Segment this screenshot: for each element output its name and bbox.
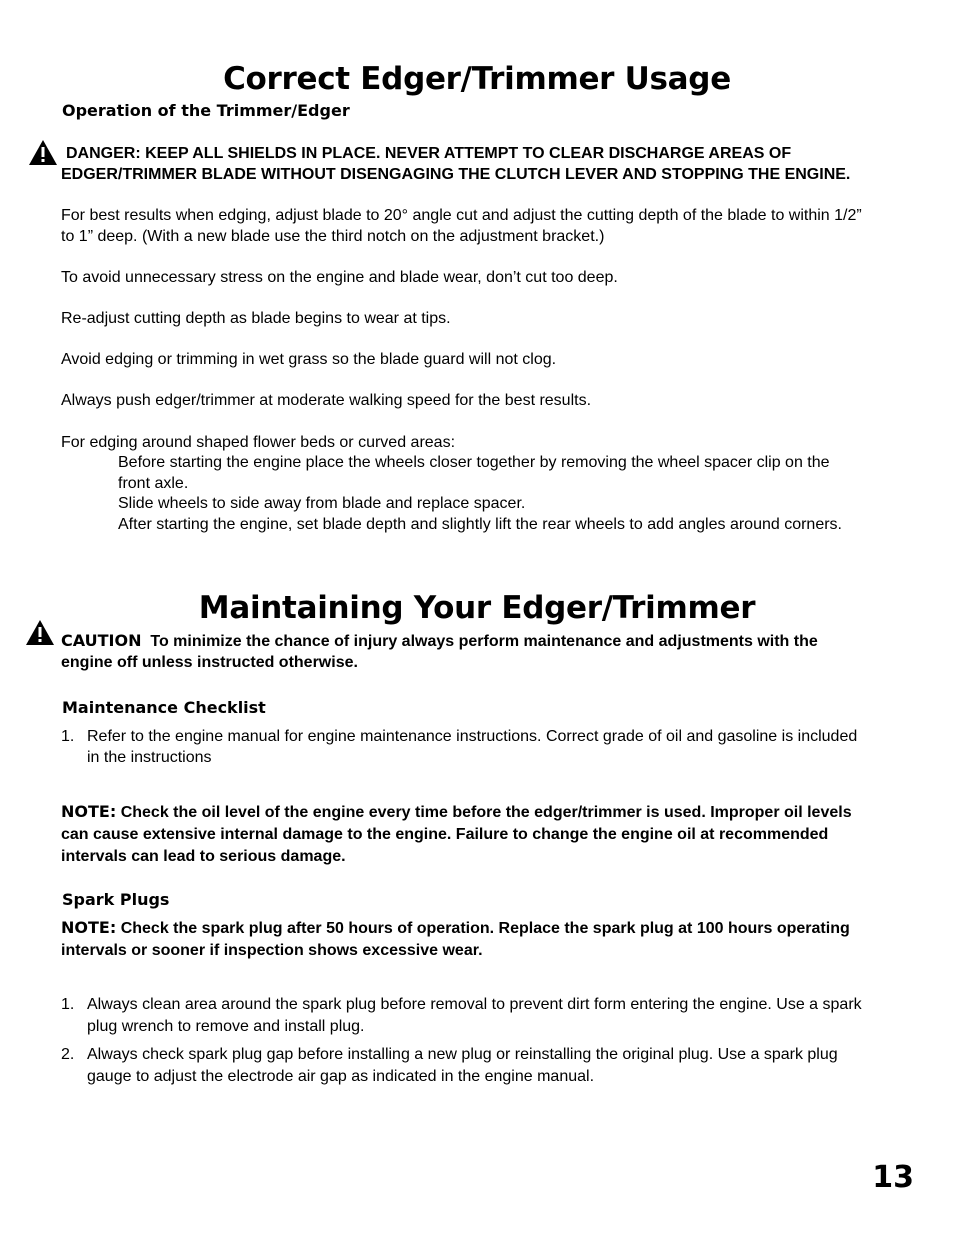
- checklist-item-line2: in the instructions: [87, 749, 212, 766]
- note-label: NOTE:: [61, 918, 117, 937]
- spark-step-2-line1: Always check spark plug gap before installing a new plug or reinstalling the original plug. Use a spark plug: [87, 1046, 838, 1063]
- oil-note-line3: intervals can lead to serious damage.: [61, 848, 346, 865]
- section-subtitle: Operation of the Trimmer/Edger: [62, 101, 350, 120]
- oil-note-line2: can cause extensive internal damage to the engine. Failure to change the engine oil at recommended: [61, 826, 829, 843]
- paragraph-blade-angle-line1: For best results when edging, adjust blade to 20° angle cut and adjust the cutting depth of the blade to within 1/2”: [61, 207, 862, 224]
- spark-note-line2: intervals or sooner if inspection shows excessive wear.: [61, 942, 483, 959]
- paragraph-curved-areas: For edging around shaped flower beds or curved areas:: [61, 434, 456, 451]
- oil-note-block: [61, 801, 921, 868]
- paragraph-wet-grass: Avoid edging or trimming in wet grass so the blade guard will not clog.: [61, 351, 557, 368]
- spark-step-1-line1: Always clean area around the spark plug before removal to prevent dirt form entering the engine. Use a spark: [87, 996, 862, 1013]
- danger-text-line1: DANGER: KEEP ALL SHIELDS IN PLACE. NEVER ATTEMPT TO CLEAR DISCHARGE AREAS OF: [66, 145, 792, 162]
- paragraph-readjust: Re-adjust cutting depth as blade begins to wear at tips.: [61, 310, 451, 327]
- checklist-item-line1: Refer to the engine manual for engine maintenance instructions. Correct grade of oil and gasoline is included: [87, 728, 858, 745]
- paragraph-blade-angle-line2: to 1” deep. (With a new blade use the third notch on the adjustment bracket.): [61, 228, 605, 245]
- warning-triangle-icon: [28, 139, 58, 166]
- paragraph-stress: To avoid unnecessary stress on the engine and blade wear, don’t cut too deep.: [61, 269, 618, 286]
- sub-item-wheels-line1: Before starting the engine place the wheels closer together by removing the wheel spacer clip on the: [118, 454, 830, 471]
- caution-text-line2: engine off unless instructed otherwise.: [61, 654, 358, 671]
- spark-step-number: 1.: [61, 996, 75, 1013]
- page-number: 13: [872, 1160, 914, 1195]
- maintenance-checklist-title: Maintenance Checklist: [62, 698, 266, 717]
- spark-plugs-title: Spark Plugs: [62, 890, 170, 909]
- page-title: Correct Edger/Trimmer Usage: [223, 61, 731, 97]
- caution-triangle-icon: [25, 619, 55, 646]
- caution-label: CAUTION: [61, 631, 142, 650]
- caution-block: [61, 630, 921, 673]
- oil-note-line1: Check the oil level of the engine every time before the edger/trimmer is used. Improper oil levels: [120, 804, 852, 821]
- section-title-maintaining: Maintaining Your Edger/Trimmer: [198, 590, 756, 626]
- caution-text-line1: To minimize the chance of injury always perform maintenance and adjustments with the: [150, 633, 818, 650]
- danger-text-line2: EDGER/TRIMMER BLADE WITHOUT DISENGAGING THE CLUTCH LEVER AND STOPPING THE ENGINE.: [61, 166, 851, 183]
- paragraph-walking-speed: Always push edger/trimmer at moderate walking speed for the best results.: [61, 392, 592, 409]
- spark-note-line1: Check the spark plug after 50 hours of operation. Replace the spark plug at 100 hours operating: [120, 920, 850, 937]
- spark-note-block: [61, 917, 921, 962]
- note-label: NOTE:: [61, 802, 117, 821]
- spark-step-2-line2: gauge to adjust the electrode air gap as indicated in the engine manual.: [87, 1068, 595, 1085]
- sub-item-wheels-line2: front axle.: [118, 475, 189, 492]
- sub-item-slide-wheels: Slide wheels to side away from blade and replace spacer.: [118, 495, 526, 512]
- checklist-item-number: 1.: [61, 728, 75, 745]
- spark-step-number: 2.: [61, 1046, 75, 1063]
- spark-step-1-line2: plug wrench to remove and install plug.: [87, 1018, 365, 1035]
- sub-item-blade-depth: After starting the engine, set blade depth and slightly lift the rear wheels to add angles around corners.: [118, 516, 842, 533]
